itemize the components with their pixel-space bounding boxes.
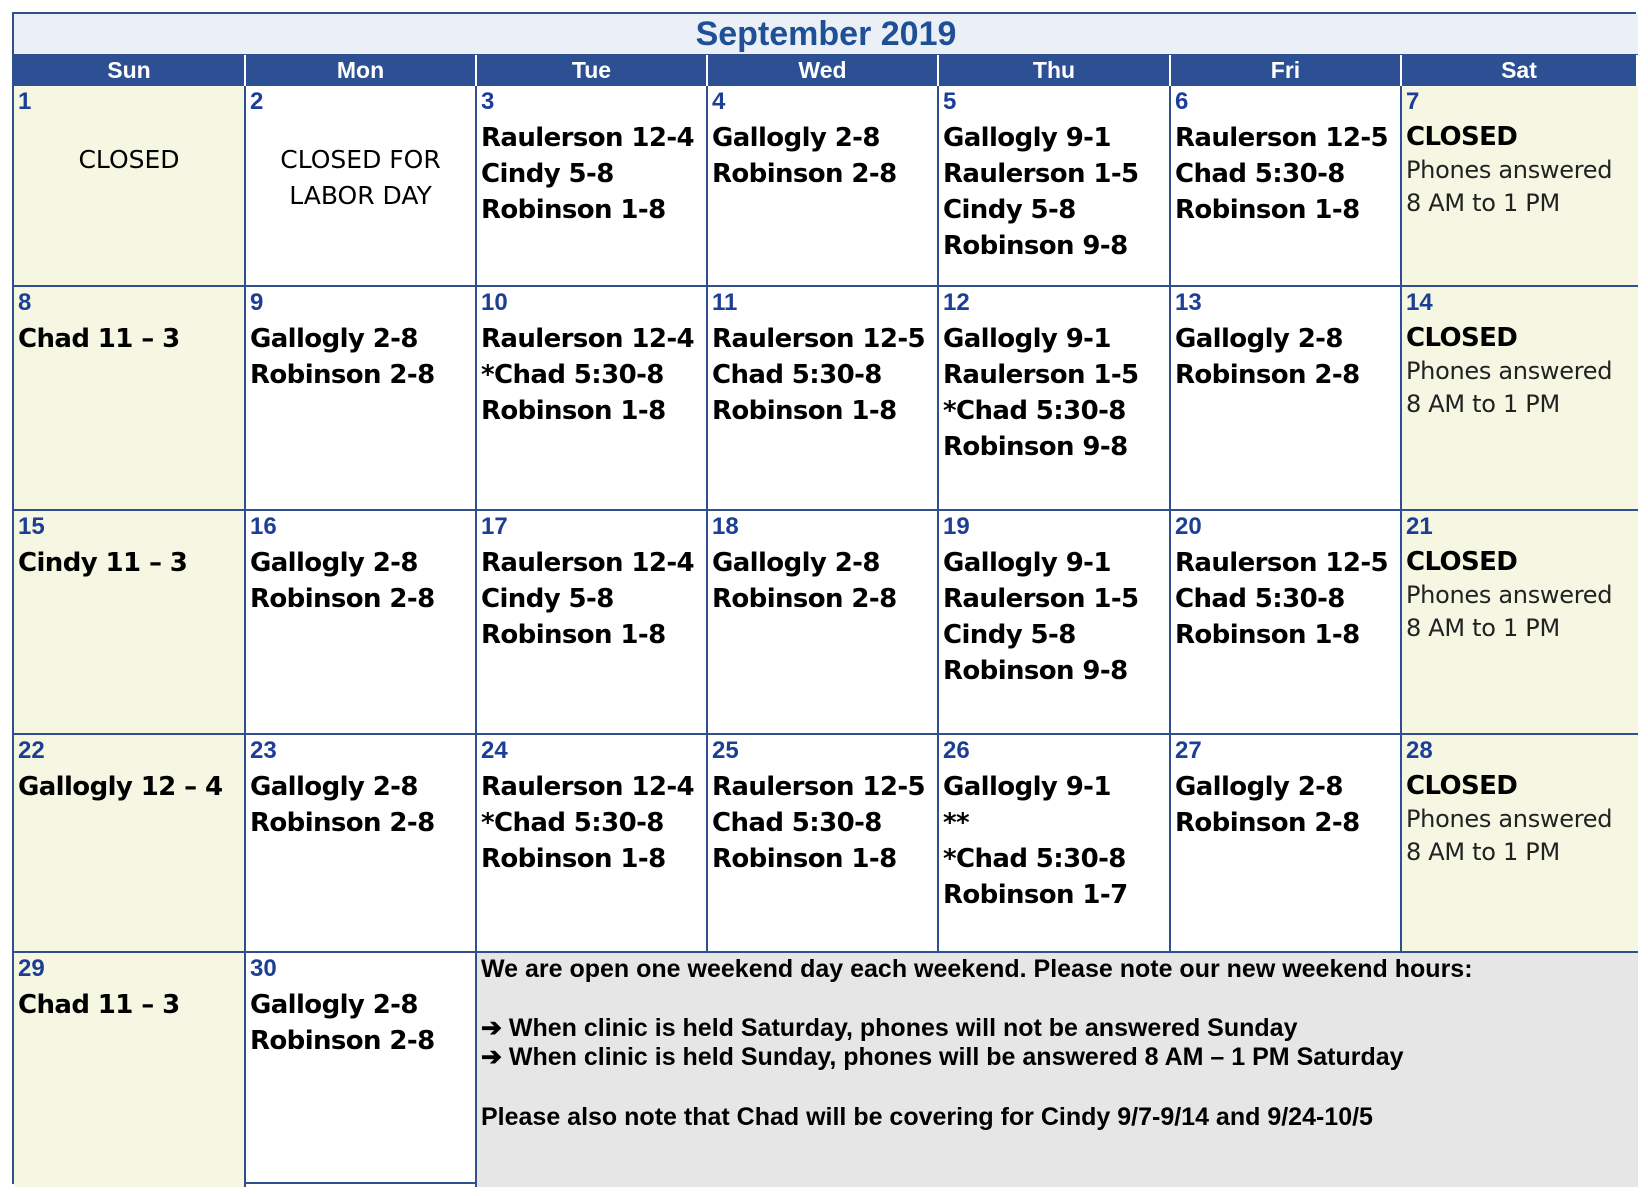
day-number: 1 <box>18 88 32 115</box>
day-number: 6 <box>1175 88 1189 115</box>
note-bullet-saturday: ➔ When clinic is held Saturday, phones will not be answered Sunday <box>481 1014 1298 1042</box>
schedule-entry: Gallogly 9-1 <box>943 772 1111 802</box>
day-cell-30 <box>246 953 477 1187</box>
day-cell-17 <box>477 511 708 735</box>
schedule-list <box>18 769 240 805</box>
day-number: 24 <box>481 737 508 764</box>
day-number: 21 <box>1406 513 1433 540</box>
weekend-hours-note <box>477 953 1638 1187</box>
day-number: 2 <box>250 88 264 115</box>
day-cell-3 <box>477 86 708 287</box>
schedule-entry: Robinson 1-8 <box>1175 195 1360 225</box>
schedule-list <box>943 769 1165 913</box>
schedule-entry: Robinson 1-8 <box>481 396 666 426</box>
schedule-entry: Gallogly 2-8 <box>250 324 418 354</box>
day-number: 7 <box>1406 88 1420 115</box>
schedule-entry: Raulerson 1-5 <box>943 159 1139 189</box>
schedule-list <box>712 120 933 192</box>
day-cell-5 <box>939 86 1171 287</box>
schedule-entry: Robinson 2-8 <box>712 159 897 189</box>
schedule-entry: Chad 5:30-8 <box>1175 584 1345 614</box>
phones-answered-text: 8 AM to 1 PM <box>1406 614 1560 642</box>
day-number: 18 <box>712 513 739 540</box>
schedule-entry: Gallogly 2-8 <box>712 123 880 153</box>
day-cell-20 <box>1171 511 1402 735</box>
note-intro: We are open one weekend day each weekend. Please note our new weekend hours: <box>481 955 1473 983</box>
schedule-list <box>1175 769 1396 841</box>
day-cell-27 <box>1171 735 1402 953</box>
day-cell-14 <box>1402 287 1638 511</box>
schedule-list <box>1175 321 1396 393</box>
weekday-header-mon: Mon <box>246 55 477 86</box>
day-number: 12 <box>943 289 970 316</box>
phones-answered-text: Phones answered <box>1406 357 1613 385</box>
weekday-header-wed: Wed <box>708 55 939 86</box>
schedule-entry: Cindy 5-8 <box>943 620 1076 650</box>
schedule-entry: Cindy 11 – 3 <box>18 548 188 578</box>
day-number: 15 <box>18 513 45 540</box>
closed-label: CLOSED <box>1406 547 1518 577</box>
schedule-entry: Robinson 1-8 <box>481 844 666 874</box>
holiday-label <box>250 142 471 214</box>
schedule-entry: Cindy 5-8 <box>481 584 614 614</box>
schedule-entry: Gallogly 9-1 <box>943 324 1111 354</box>
day-cell-10 <box>477 287 708 511</box>
schedule-list <box>250 321 471 393</box>
saturday-status <box>1406 545 1634 645</box>
schedule-entry: Raulerson 12-5 <box>1175 123 1389 153</box>
schedule-entry: *Chad 5:30-8 <box>481 360 664 390</box>
schedule-entry: Robinson 1-8 <box>712 844 897 874</box>
weekday-header-sat: Sat <box>1402 55 1638 86</box>
schedule-entry: Chad 11 – 3 <box>18 324 180 354</box>
schedule-list <box>250 769 471 841</box>
schedule-list <box>712 321 933 429</box>
schedule-entry: Raulerson 12-4 <box>481 548 695 578</box>
schedule-entry: Robinson 1-8 <box>1175 620 1360 650</box>
day-number: 3 <box>481 88 495 115</box>
schedule-list <box>250 545 471 617</box>
day-number: 19 <box>943 513 970 540</box>
schedule-entry: Robinson 2-8 <box>250 584 435 614</box>
schedule-list <box>943 545 1165 689</box>
day-cell-24 <box>477 735 708 953</box>
calendar <box>12 12 1636 1184</box>
day-number: 8 <box>18 289 32 316</box>
schedule-entry: Raulerson 12-5 <box>712 324 926 354</box>
weekday-header-fri: Fri <box>1171 55 1402 86</box>
day-number: 16 <box>250 513 277 540</box>
day-number: 17 <box>481 513 508 540</box>
schedule-list <box>712 769 933 877</box>
phones-answered-text: Phones answered <box>1406 581 1613 609</box>
schedule-entry: Gallogly 2-8 <box>250 548 418 578</box>
day-number: 14 <box>1406 289 1433 316</box>
note-bullet-sunday: ➔ When clinic is held Sunday, phones will be answered 8 AM – 1 PM Saturday <box>481 1043 1404 1071</box>
day-cell-18 <box>708 511 939 735</box>
day-cell-7 <box>1402 86 1638 287</box>
closed-label: CLOSED <box>1406 323 1518 353</box>
schedule-entry: Robinson 9-8 <box>943 656 1128 686</box>
schedule-entry: *Chad 5:30-8 <box>481 808 664 838</box>
schedule-entry: *Chad 5:30-8 <box>943 396 1126 426</box>
day-cell-21 <box>1402 511 1638 735</box>
schedule-entry: Robinson 2-8 <box>250 1026 435 1056</box>
schedule-list <box>1175 120 1396 228</box>
schedule-entry: Chad 5:30-8 <box>712 808 882 838</box>
day-number: 20 <box>1175 513 1202 540</box>
schedule-entry: Raulerson 12-5 <box>1175 548 1389 578</box>
schedule-entry: Chad 5:30-8 <box>1175 159 1345 189</box>
phones-answered-text: 8 AM to 1 PM <box>1406 390 1560 418</box>
schedule-entry: Raulerson 12-4 <box>481 324 695 354</box>
schedule-entry: Robinson 1-7 <box>943 880 1128 910</box>
day-cell-2 <box>246 86 477 287</box>
schedule-list <box>712 545 933 617</box>
day-number: 27 <box>1175 737 1202 764</box>
schedule-list <box>481 545 702 653</box>
day-number: 25 <box>712 737 739 764</box>
schedule-list <box>943 321 1165 465</box>
day-cell-13 <box>1171 287 1402 511</box>
day-number: 13 <box>1175 289 1202 316</box>
holiday-line-1: CLOSED FOR <box>280 145 441 174</box>
schedule-entry: Chad 5:30-8 <box>712 360 882 390</box>
schedule-entry: Robinson 2-8 <box>1175 808 1360 838</box>
day-number: 23 <box>250 737 277 764</box>
phones-answered-text: Phones answered <box>1406 805 1613 833</box>
schedule-entry: Robinson 9-8 <box>943 432 1128 462</box>
day-number: 30 <box>250 955 277 982</box>
schedule-entry: Cindy 5-8 <box>943 195 1076 225</box>
weekday-header-sun: Sun <box>14 55 246 86</box>
day-cell-8 <box>14 287 246 511</box>
day-cell-9 <box>246 287 477 511</box>
phones-answered-text: 8 AM to 1 PM <box>1406 838 1560 866</box>
schedule-list <box>1175 545 1396 653</box>
day-cell-26 <box>939 735 1171 953</box>
day-cell-25 <box>708 735 939 953</box>
schedule-entry: Gallogly 2-8 <box>250 772 418 802</box>
schedule-entry: *Chad 5:30-8 <box>943 844 1126 874</box>
closed-label: CLOSED <box>1406 771 1518 801</box>
closed-label: CLOSED <box>1406 122 1518 152</box>
day-cell-15 <box>14 511 246 735</box>
schedule-entry: Robinson 1-8 <box>481 195 666 225</box>
day-cell-6 <box>1171 86 1402 287</box>
saturday-status <box>1406 769 1634 869</box>
day-cell-11 <box>708 287 939 511</box>
day-number: 10 <box>481 289 508 316</box>
schedule-entry: Robinson 2-8 <box>1175 360 1360 390</box>
day-number: 11 <box>712 289 738 316</box>
day-cell-16 <box>246 511 477 735</box>
schedule-entry: Gallogly 2-8 <box>712 548 880 578</box>
schedule-entry: Raulerson 1-5 <box>943 360 1139 390</box>
schedule-entry: Raulerson 12-4 <box>481 123 695 153</box>
schedule-entry: Robinson 2-8 <box>712 584 897 614</box>
schedule-entry: Raulerson 1-5 <box>943 584 1139 614</box>
day-number: 9 <box>250 289 264 316</box>
day-number: 4 <box>712 88 726 115</box>
schedule-entry: Gallogly 2-8 <box>1175 772 1343 802</box>
schedule-list <box>943 120 1165 264</box>
schedule-entry: Robinson 2-8 <box>250 808 435 838</box>
schedule-entry: Gallogly 9-1 <box>943 123 1111 153</box>
day-cell-29 <box>14 953 246 1187</box>
day-cell-19 <box>939 511 1171 735</box>
schedule-list <box>18 545 240 581</box>
phones-answered-text: Phones answered <box>1406 156 1613 184</box>
schedule-list <box>18 987 240 1023</box>
calendar-title: September 2019 <box>14 14 1638 55</box>
schedule-entry: Raulerson 12-5 <box>712 772 926 802</box>
day-number: 26 <box>943 737 970 764</box>
day-cell-28 <box>1402 735 1638 953</box>
schedule-entry: Raulerson 12-4 <box>481 772 695 802</box>
schedule-entry: Gallogly 2-8 <box>250 990 418 1020</box>
schedule-list <box>18 321 240 357</box>
schedule-entry: Cindy 5-8 <box>481 159 614 189</box>
schedule-entry: Robinson 9-8 <box>943 231 1128 261</box>
day-number: 29 <box>18 955 45 982</box>
day-number: 28 <box>1406 737 1433 764</box>
day-cell-1 <box>14 86 246 287</box>
closed-label: CLOSED <box>78 145 180 174</box>
day-number: 22 <box>18 737 45 764</box>
schedule-entry: ** <box>943 808 969 838</box>
schedule-list <box>481 120 702 228</box>
saturday-status <box>1406 321 1634 421</box>
schedule-entry: Gallogly 2-8 <box>1175 324 1343 354</box>
schedule-entry: Gallogly 12 – 4 <box>18 772 223 802</box>
schedule-entry: Chad 11 – 3 <box>18 990 180 1020</box>
weekday-header-tue: Tue <box>477 55 708 86</box>
schedule-entry: Robinson 1-8 <box>481 620 666 650</box>
schedule-entry: Gallogly 9-1 <box>943 548 1111 578</box>
day-cell-22 <box>14 735 246 953</box>
schedule-entry: Robinson 2-8 <box>250 360 435 390</box>
day-cell-4 <box>708 86 939 287</box>
weekday-header-thu: Thu <box>939 55 1171 86</box>
phones-answered-text: 8 AM to 1 PM <box>1406 189 1560 217</box>
schedule-list <box>481 769 702 877</box>
saturday-status <box>1406 120 1634 220</box>
schedule-list <box>481 321 702 429</box>
holiday-line-2: LABOR DAY <box>289 181 432 210</box>
day-cell-12 <box>939 287 1171 511</box>
day-cell-23 <box>246 735 477 953</box>
schedule-list <box>250 987 471 1059</box>
note-coverage: Please also note that Chad will be covering for Cindy 9/7-9/14 and 9/24-10/5 <box>481 1103 1373 1131</box>
day-number: 5 <box>943 88 957 115</box>
schedule-entry: Robinson 1-8 <box>712 396 897 426</box>
